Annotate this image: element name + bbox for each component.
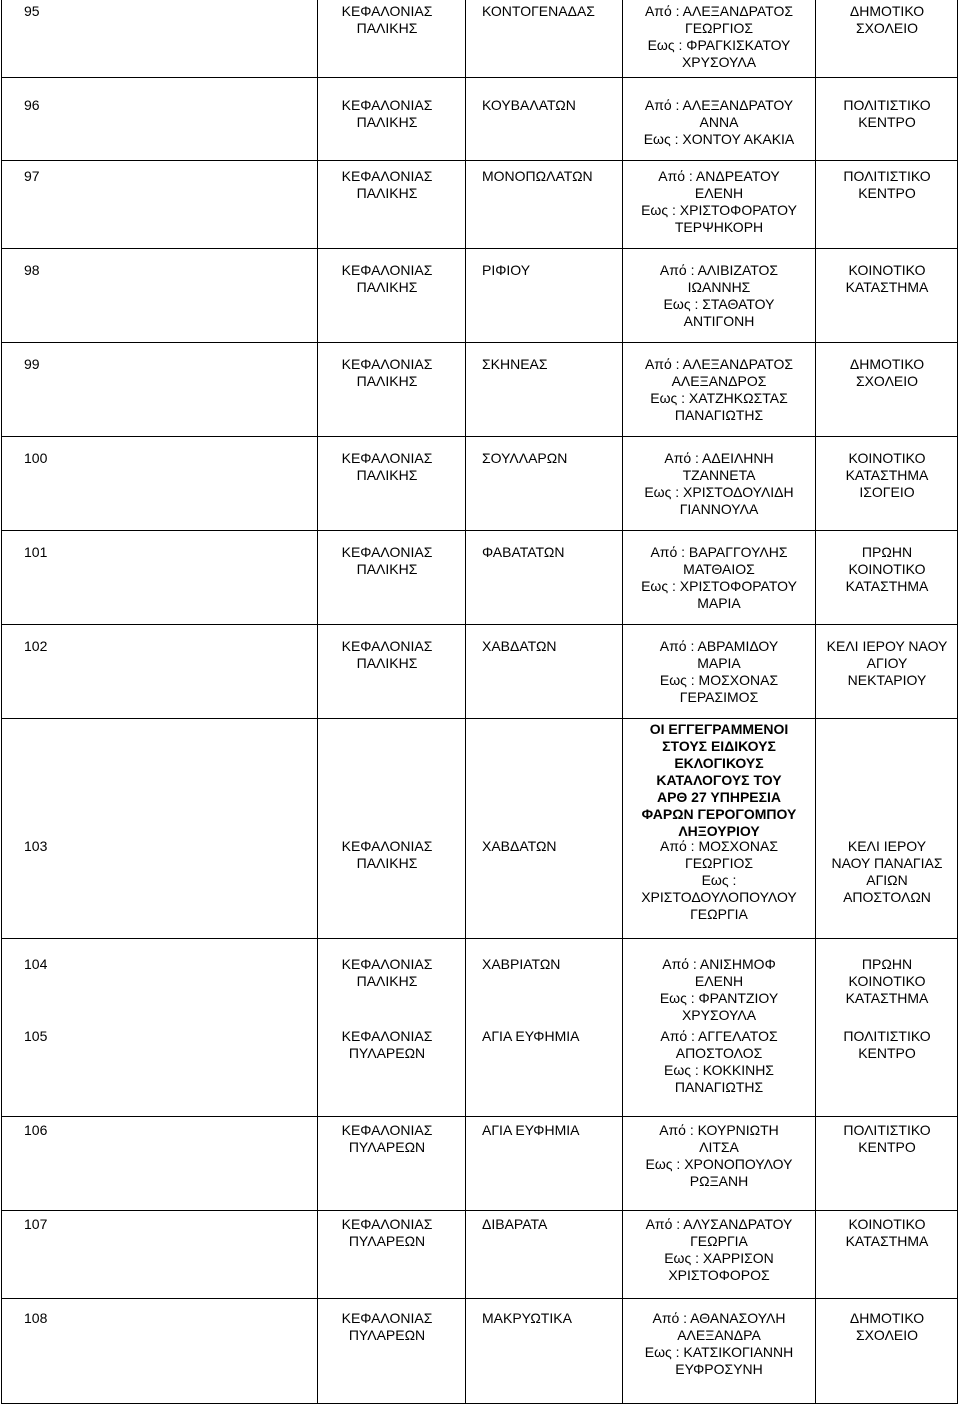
text-line: ΚΟΙΝΟΤΙΚΟ — [848, 1216, 926, 1232]
surname-range-cell — [622, 3, 816, 71]
text-line: ΚΕΦΑΛΟΝΙΑΣ — [341, 97, 433, 113]
text-line: ΓΙΑΝΝΟΥΛΑ — [679, 501, 759, 517]
text-line: Εως : ΦΡΑΝΤΖΙΟΥ — [659, 990, 779, 1006]
polling-place-cell — [816, 97, 958, 131]
text-line: ΚΕΦΑΛΟΝΙΑΣ — [341, 168, 433, 184]
row-divider — [2, 938, 957, 939]
text-line: ΣΤΟΥΣ ΕΙΔΙΚΟΥΣ — [662, 738, 776, 754]
special-electoral-lists-note — [622, 721, 816, 840]
text-line: ΚΑΤΑΣΤΗΜΑ — [845, 279, 929, 295]
text-line: Από : ΚΟΥΡΝΙΩΤΗ — [659, 1122, 779, 1138]
text-line: ΚΕΦΑΛΟΝΙΑΣ — [341, 3, 433, 19]
text-line: ΓΕΩΡΓΙΟΣ — [685, 855, 753, 871]
text-line: ΚΟΙΝΟΤΙΚΟ — [848, 973, 926, 989]
text-line: ΔΗΜΟΤΙΚΟ — [849, 356, 925, 372]
row-divider — [2, 342, 957, 343]
text-line: Εως : — [701, 872, 737, 888]
text-line: ΑΠΟΣΤΟΛΩΝ — [843, 889, 931, 905]
text-line: ΚΟΙΝΟΤΙΚΟ — [848, 262, 926, 278]
text-line: ΠΑΝΑΓΙΩΤΗΣ — [674, 1079, 764, 1095]
text-line: Από : ΑΝΙΣΗΜΟΦ — [662, 956, 776, 972]
text-line: ΑΓΙΩΝ — [866, 872, 908, 888]
text-line: Από : ΒΑΡΑΓΓΟΥΛΗΣ — [650, 544, 788, 560]
row-number: 95 — [24, 3, 40, 19]
polling-place-cell — [816, 262, 958, 296]
text-line: ΠΑΛΙΚΗΣ — [356, 185, 418, 201]
area-cell: ΧΑΒΔΑΤΩΝ — [482, 838, 557, 854]
area-cell: ΑΓΙΑ ΕΥΦΗΜΙΑ — [482, 1122, 580, 1138]
text-line: Εως : ΣΤΑΘΑΤΟΥ — [663, 296, 775, 312]
text-line: ΚΕΛΙ ΙΕΡΟΥ ΝΑΟΥ — [826, 638, 948, 654]
text-line: ΚΕΦΑΛΟΝΙΑΣ — [341, 838, 433, 854]
polling-place-cell — [816, 1216, 958, 1250]
text-line: ΚΕΛΙ ΙΕΡΟΥ — [847, 838, 927, 854]
prefecture-cell — [332, 1310, 442, 1344]
prefecture-cell — [332, 544, 442, 578]
area-cell: ΚΟΝΤΟΓΕΝΑΔΑΣ — [482, 3, 595, 19]
text-line: ΠΥΛΑΡΕΩΝ — [348, 1045, 426, 1061]
text-line: ΧΡΥΣΟΥΛΑ — [681, 54, 757, 70]
text-line: Από : ΑΛΙΒΙΖΑΤΟΣ — [659, 262, 779, 278]
text-line: ΜΑΡΙΑ — [697, 655, 741, 671]
text-line: ΚΕΦΑΛΟΝΙΑΣ — [341, 544, 433, 560]
row-number: 108 — [24, 1310, 48, 1326]
surname-range-cell — [622, 1216, 816, 1284]
surname-range-cell — [622, 1028, 816, 1096]
text-line: ΠΑΛΙΚΗΣ — [356, 855, 418, 871]
area-cell: ΑΓΙΑ ΕΥΦΗΜΙΑ — [482, 1028, 580, 1044]
row-number: 102 — [24, 638, 48, 654]
text-line: ΠΟΛΙΤΙΣΤΙΚΟ — [843, 1122, 931, 1138]
text-line: ΜΑΡΙΑ — [697, 595, 741, 611]
text-line: ΚΕΦΑΛΟΝΙΑΣ — [341, 1310, 433, 1326]
polling-place-cell — [816, 838, 958, 906]
row-divider — [2, 718, 957, 719]
row-number: 103 — [24, 838, 48, 854]
prefecture-cell — [332, 97, 442, 131]
polling-place-cell — [816, 544, 958, 595]
text-line: ΟΙ ΕΓΓΕΓΡΑΜΜΕΝΟΙ — [649, 721, 789, 737]
area-cell: ΣΚΗΝΕΑΣ — [482, 356, 548, 372]
text-line: ΠΑΛΙΚΗΣ — [356, 467, 418, 483]
text-line: ΑΠΟΣΤΟΛΟΣ — [675, 1045, 763, 1061]
text-line: ΠΟΛΙΤΙΣΤΙΚΟ — [843, 97, 931, 113]
prefecture-cell — [332, 3, 442, 37]
text-line: ΠΑΛΙΚΗΣ — [356, 373, 418, 389]
text-line: ΠΥΛΑΡΕΩΝ — [348, 1139, 426, 1155]
text-line: ΠΥΛΑΡΕΩΝ — [348, 1327, 426, 1343]
row-divider — [2, 1116, 957, 1117]
text-line: ΠΑΛΙΚΗΣ — [356, 279, 418, 295]
surname-range-cell — [622, 97, 816, 148]
text-line: ΠΟΛΙΤΙΣΤΙΚΟ — [843, 168, 931, 184]
text-line: ΧΡΙΣΤΟΔΟΥΛΟΠΟΥΛΟΥ — [641, 889, 797, 905]
text-line: ΚΕΦΑΛΟΝΙΑΣ — [341, 1122, 433, 1138]
column-divider — [465, 0, 466, 1403]
area-cell: ΣΟΥΛΛΑΡΩΝ — [482, 450, 568, 466]
row-number: 104 — [24, 956, 48, 972]
text-line: ΠΡΩΗΝ — [861, 544, 913, 560]
text-line: ΙΩΑΝΝΗΣ — [687, 279, 751, 295]
text-line: ΚΕΦΑΛΟΝΙΑΣ — [341, 356, 433, 372]
text-line: ΑΓΙΟΥ — [866, 655, 908, 671]
text-line: ΓΕΩΡΓΙΑ — [690, 906, 748, 922]
text-line: ΑΝΤΙΓΟΝΗ — [683, 313, 755, 329]
text-line: ΚΕΦΑΛΟΝΙΑΣ — [341, 1216, 433, 1232]
polling-place-cell — [816, 1310, 958, 1344]
row-divider — [2, 1298, 957, 1299]
prefecture-cell — [332, 450, 442, 484]
text-line: Από : ΑΛΕΞΑΝΔΡΑΤΟΣ — [644, 3, 794, 19]
prefecture-cell — [332, 1216, 442, 1250]
text-line: ΚΟΙΝΟΤΙΚΟ — [848, 561, 926, 577]
text-line: ΤΖΑΝΝΕΤΑ — [682, 467, 756, 483]
polling-place-cell — [816, 1122, 958, 1156]
surname-range-cell — [622, 356, 816, 424]
text-line: ΧΡΥΣΟΥΛΑ — [681, 1007, 757, 1023]
text-line: ΠΡΩΗΝ — [861, 956, 913, 972]
row-divider — [2, 436, 957, 437]
text-line: ΚΕΦΑΛΟΝΙΑΣ — [341, 262, 433, 278]
text-line: ΠΑΛΙΚΗΣ — [356, 973, 418, 989]
row-number: 97 — [24, 168, 40, 184]
text-line: ΑΝΝΑ — [699, 114, 739, 130]
row-divider — [2, 77, 957, 78]
prefecture-cell — [332, 956, 442, 990]
column-divider — [317, 0, 318, 1403]
prefecture-cell — [332, 356, 442, 390]
text-line: ΕΚΛΟΓΙΚΟΥΣ — [674, 755, 764, 771]
text-line: ΦΑΡΩΝ ΓΕΡΟΓΟΜΠΟΥ — [641, 806, 797, 822]
text-line: ΚΑΤΑΣΤΗΜΑ — [845, 990, 929, 1006]
text-line: Εως : ΧΑΡΡΙΣΟΝ — [664, 1250, 774, 1266]
text-line: ΚΕΝΤΡΟ — [858, 185, 916, 201]
area-cell: ΧΑΒΡΙΑΤΩΝ — [482, 956, 561, 972]
polling-place-cell — [816, 638, 958, 689]
text-line: ΠΑΛΙΚΗΣ — [356, 20, 418, 36]
text-line: ΑΛΕΞΑΝΔΡΑ — [677, 1327, 761, 1343]
surname-range-cell — [622, 638, 816, 706]
text-line: ΝΑΟΥ ΠΑΝΑΓΙΑΣ — [831, 855, 943, 871]
surname-range-cell — [622, 956, 816, 1024]
prefecture-cell — [332, 638, 442, 672]
text-line: Από : ΜΟΣΧΟΝΑΣ — [660, 838, 778, 854]
text-line: Εως : ΧΟΝΤΟΥ ΑΚΑΚΙΑ — [643, 131, 795, 147]
text-line: Εως : ΧΡΙΣΤΟΦΟΡΑΤΟΥ — [641, 578, 797, 594]
text-line: Εως : ΧΡΙΣΤΟΔΟΥΛΙΔΗ — [644, 484, 794, 500]
row-divider — [2, 248, 957, 249]
text-line: ΚΕΦΑΛΟΝΙΑΣ — [341, 956, 433, 972]
surname-range-cell — [622, 1122, 816, 1190]
text-line: ΑΛΕΞΑΝΔΡΟΣ — [671, 373, 767, 389]
prefecture-cell — [332, 168, 442, 202]
text-line: ΠΟΛΙΤΙΣΤΙΚΟ — [843, 1028, 931, 1044]
text-line: ΕΛΕΝΗ — [694, 185, 744, 201]
text-line: ΚΕΦΑΛΟΝΙΑΣ — [341, 1028, 433, 1044]
text-line: ΙΣΟΓΕΙΟ — [859, 484, 915, 500]
prefecture-cell — [332, 838, 442, 872]
text-line: ΚΟΙΝΟΤΙΚΟ — [848, 450, 926, 466]
row-number: 96 — [24, 97, 40, 113]
row-number: 98 — [24, 262, 40, 278]
text-line: Εως : ΚΑΤΣΙΚΟΓΙΑΝΝΗ — [644, 1344, 794, 1360]
text-line: Εως : ΧΡΟΝΟΠΟΥΛΟΥ — [645, 1156, 793, 1172]
text-line: ΚΑΤΑΣΤΗΜΑ — [845, 578, 929, 594]
surname-range-cell — [622, 544, 816, 612]
text-line: ΚΕΦΑΛΟΝΙΑΣ — [341, 638, 433, 654]
text-line: ΠΑΛΙΚΗΣ — [356, 114, 418, 130]
area-cell: ΔΙΒΑΡΑΤΑ — [482, 1216, 548, 1232]
text-line: ΚΕΝΤΡΟ — [858, 114, 916, 130]
row-divider — [2, 530, 957, 531]
prefecture-cell — [332, 1122, 442, 1156]
area-cell: ΡΙΦΙΟΥ — [482, 262, 531, 278]
surname-range-cell — [622, 1310, 816, 1378]
text-line: ΚΕΝΤΡΟ — [858, 1139, 916, 1155]
area-cell: ΜΟΝΟΠΩΛΑΤΩΝ — [482, 168, 593, 184]
row-number: 100 — [24, 450, 48, 466]
text-line: ΕΥΦΡΟΣΥΝΗ — [675, 1361, 763, 1377]
text-line: ΚΑΤΑΛΟΓΟΥΣ ΤΟΥ — [656, 772, 782, 788]
text-line: Από : ΑΘΑΝΑΣΟΥΛΗ — [652, 1310, 786, 1326]
text-line: ΣΧΟΛΕΙΟ — [855, 373, 919, 389]
surname-range-cell — [622, 838, 816, 923]
text-line: Από : ΑΝΔΡΕΑΤΟΥ — [658, 168, 780, 184]
polling-place-cell — [816, 450, 958, 501]
text-line: Εως : ΚΟΚΚΙΝΗΣ — [664, 1062, 774, 1078]
text-line: ΠΑΛΙΚΗΣ — [356, 655, 418, 671]
polling-place-cell — [816, 356, 958, 390]
prefecture-cell — [332, 262, 442, 296]
text-line: ΚΕΝΤΡΟ — [858, 1045, 916, 1061]
text-line: Εως : ΧΑΤΖΗΚΩΣΤΑΣ — [650, 390, 788, 406]
text-line: ΡΩΞΑΝΗ — [689, 1173, 749, 1189]
polling-place-cell — [816, 1028, 958, 1062]
text-line: ΠΑΝΑΓΙΩΤΗΣ — [674, 407, 764, 423]
area-cell: ΦΑΒΑΤΑΤΩΝ — [482, 544, 565, 560]
text-line: ΧΡΙΣΤΟΦΟΡΟΣ — [668, 1267, 770, 1283]
surname-range-cell — [622, 168, 816, 236]
row-number: 105 — [24, 1028, 48, 1044]
polling-place-cell — [816, 956, 958, 1007]
text-line: Εως : ΧΡΙΣΤΟΦΟΡΑΤΟΥ — [641, 202, 797, 218]
row-divider — [2, 624, 957, 625]
text-line: Εως : ΦΡΑΓΚΙΣΚΑΤΟΥ — [647, 37, 791, 53]
area-cell: ΚΟΥΒΑΛΑΤΩΝ — [482, 97, 576, 113]
area-cell: ΧΑΒΔΑΤΩΝ — [482, 638, 557, 654]
text-line: ΚΕΦΑΛΟΝΙΑΣ — [341, 450, 433, 466]
row-number: 101 — [24, 544, 48, 560]
text-line: ΛΗΞΟΥΡΙΟΥ — [678, 823, 760, 839]
polling-place-cell — [816, 3, 958, 37]
text-line: ΛΙΤΣΑ — [699, 1139, 739, 1155]
text-line: ΣΧΟΛΕΙΟ — [855, 20, 919, 36]
prefecture-cell — [332, 1028, 442, 1062]
text-line: ΜΑΤΘΑΙΟΣ — [683, 561, 755, 577]
text-line: ΔΗΜΟΤΙΚΟ — [849, 1310, 925, 1326]
text-line: Από : ΑΔΕΙΛΗΝΗ — [664, 450, 774, 466]
text-line: Εως : ΜΟΣΧΟΝΑΣ — [659, 672, 779, 688]
text-line: Από : ΑΓΓΕΛΑΤΟΣ — [660, 1028, 778, 1044]
text-line: ΠΥΛΑΡΕΩΝ — [348, 1233, 426, 1249]
text-line: ΚΑΤΑΣΤΗΜΑ — [845, 467, 929, 483]
text-line: Από : ΑΒΡΑΜΙΔΟΥ — [659, 638, 779, 654]
row-number: 106 — [24, 1122, 48, 1138]
text-line: Από : ΑΛΥΣΑΝΔΡΑΤΟΥ — [645, 1216, 793, 1232]
text-line: Από : ΑΛΕΞΑΝΔΡΑΤΟΣ — [644, 356, 794, 372]
text-line: Από : ΑΛΕΞΑΝΔΡΑΤΟΥ — [644, 97, 794, 113]
text-line: ΣΧΟΛΕΙΟ — [855, 1327, 919, 1343]
polling-stations-table — [1, 0, 958, 1404]
area-cell: ΜΑΚΡΥΩΤΙΚΑ — [482, 1310, 572, 1326]
text-line: ΤΕΡΨΗΚΟΡΗ — [674, 219, 764, 235]
surname-range-cell — [622, 262, 816, 330]
row-number: 107 — [24, 1216, 48, 1232]
text-line: ΚΑΤΑΣΤΗΜΑ — [845, 1233, 929, 1249]
row-number: 99 — [24, 356, 40, 372]
row-divider — [2, 160, 957, 161]
text-line: ΓΕΩΡΓΙΟΣ — [685, 20, 753, 36]
polling-place-cell — [816, 168, 958, 202]
text-line: ΑΡΘ 27 ΥΠΗΡΕΣΙΑ — [656, 789, 782, 805]
text-line: ΝΕΚΤΑΡΙΟΥ — [847, 672, 927, 688]
row-divider — [2, 1210, 957, 1211]
text-line: ΓΕΡΑΣΙΜΟΣ — [679, 689, 759, 705]
text-line: ΕΛΕΝΗ — [694, 973, 744, 989]
text-line: ΔΗΜΟΤΙΚΟ — [849, 3, 925, 19]
text-line: ΠΑΛΙΚΗΣ — [356, 561, 418, 577]
text-line: ΓΕΩΡΓΙΑ — [690, 1233, 748, 1249]
surname-range-cell — [622, 450, 816, 518]
